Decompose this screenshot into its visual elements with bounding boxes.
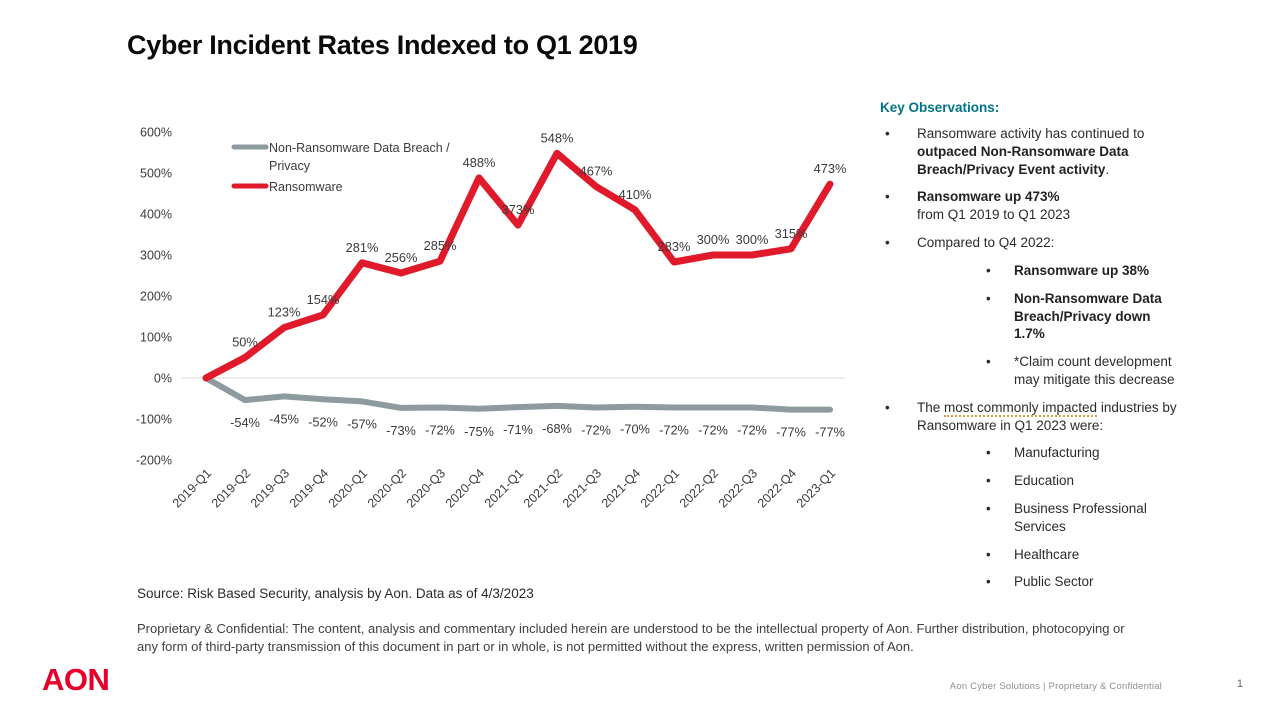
ransomware-data-label: 123%	[267, 304, 301, 320]
y-tick-label: 100%	[140, 330, 172, 345]
key-observations-panel	[880, 100, 1180, 591]
ransomware-data-label: 410%	[618, 186, 652, 202]
bullet-glyph: •	[986, 445, 991, 461]
source-note: Source: Risk Based Security, analysis by Aon. Data as of 4/3/2023	[137, 586, 534, 601]
non-ransomware-data-label: -72%	[659, 422, 689, 438]
bullet-glyph: •	[986, 262, 991, 278]
x-tick-label: 2021-Q4	[598, 466, 644, 511]
observation-text: Non-Ransomware Data Breach/Privacy down 1.7%	[1014, 290, 1162, 342]
ransomware-data-label: 548%	[540, 130, 574, 146]
non-ransomware-data-label: -72%	[425, 422, 455, 438]
observation-text: Public Sector	[1014, 574, 1094, 590]
non-ransomware-data-label: -54%	[230, 415, 260, 431]
observation-item	[880, 472, 1180, 490]
disclaimer-text: Proprietary & Confidential: The content, analysis and commentary included herein are understood to be the intellectual property of Aon. Further distribution, photocopying or any form of third-party transmission of this document in part or in whole, is not permitted without the express, written permission of Aon.	[137, 621, 1125, 655]
y-tick-label: 500%	[140, 166, 172, 181]
ransomware-data-label: 154%	[306, 291, 340, 307]
ransomware-data-label: 300%	[735, 232, 769, 247]
non-ransomware-data-label: -57%	[347, 416, 377, 432]
observation-text: Ransomware activity has continued to outpaced Non-Ransomware Data Breach/Privacy Event activity.	[917, 126, 1145, 177]
x-tick-label: 2022-Q3	[715, 466, 761, 511]
bullet-glyph: •	[986, 473, 991, 489]
y-tick-label: 300%	[140, 248, 172, 263]
x-tick-label: 2020-Q1	[325, 466, 371, 511]
bullet-glyph: •	[986, 546, 991, 562]
footer-classification: Aon Cyber Solutions | Proprietary & Confidential	[949, 681, 1162, 692]
observation-item	[880, 500, 1180, 536]
aon-logo: AON	[42, 662, 110, 697]
observation-item	[880, 262, 1180, 280]
bullet-glyph: •	[885, 126, 890, 141]
observation-text: *Claim count development may mitigate this decrease	[1014, 354, 1175, 387]
ransomware-data-label: 256%	[384, 250, 418, 266]
y-tick-label: 600%	[140, 125, 172, 140]
observation-item	[880, 353, 1180, 389]
x-tick-label: 2019-Q1	[169, 466, 215, 511]
x-tick-label: 2021-Q2	[520, 466, 566, 511]
non-ransomware-data-label: -68%	[542, 420, 572, 436]
observation-item	[880, 188, 1180, 224]
bullet-glyph: •	[986, 501, 991, 516]
observation-item	[880, 234, 1180, 252]
bullet-glyph: •	[986, 574, 991, 590]
ransomware-data-label: 281%	[345, 239, 379, 255]
ransomware-data-label: 285%	[423, 238, 457, 254]
non-ransomware-data-label: -72%	[698, 422, 728, 438]
ransomware-data-label: 283%	[657, 238, 691, 254]
legend-label: Ransomware	[269, 180, 343, 194]
observation-text: The most commonly impacted industries by Ransomware in Q1 2023 were:	[917, 399, 1177, 433]
ransomware-data-label: 315%	[774, 225, 808, 241]
observation-text: Ransomware up 38%	[1014, 262, 1150, 278]
non-ransomware-line	[206, 378, 830, 410]
x-tick-label: 2022-Q1	[637, 466, 683, 511]
ransomware-data-label: 373%	[501, 202, 535, 218]
x-tick-label: 2020-Q2	[364, 466, 410, 511]
x-tick-label: 2019-Q2	[208, 466, 254, 511]
y-tick-label: -200%	[135, 453, 172, 468]
bullet-glyph: •	[885, 399, 890, 415]
observation-text: Ransomware up 473% from Q1 2019 to Q1 2023	[917, 189, 1071, 223]
bullet-glyph: •	[986, 290, 991, 306]
x-tick-label: 2019-Q3	[247, 466, 293, 511]
ransomware-data-label: 473%	[813, 161, 847, 177]
non-ransomware-data-label: -52%	[308, 414, 338, 430]
non-ransomware-data-label: -72%	[581, 422, 611, 438]
non-ransomware-data-label: -72%	[737, 422, 767, 438]
non-ransomware-data-label: -75%	[464, 423, 494, 439]
cyber-incident-line-chart	[0, 95, 870, 535]
y-tick-label: -100%	[135, 412, 172, 427]
ransomware-data-label: 300%	[696, 232, 730, 247]
ransomware-data-label: 467%	[579, 163, 613, 179]
y-tick-label: 200%	[140, 289, 172, 304]
observation-text: Manufacturing	[1014, 445, 1100, 461]
non-ransomware-data-label: -71%	[503, 422, 533, 438]
x-tick-label: 2019-Q4	[286, 466, 332, 511]
observation-item	[880, 573, 1180, 591]
legend-label: Privacy	[269, 159, 310, 173]
observation-text: Business Professional Services	[1014, 501, 1147, 534]
observation-text: Education	[1014, 473, 1075, 489]
observation-item	[880, 290, 1180, 343]
x-tick-label: 2023-Q1	[793, 466, 839, 511]
legend-label: Non-Ransomware Data Breach /	[269, 141, 450, 155]
observation-text: Compared to Q4 2022:	[917, 235, 1055, 251]
x-tick-label: 2021-Q3	[559, 466, 605, 511]
x-tick-label: 2020-Q3	[403, 466, 449, 511]
observation-item	[880, 546, 1180, 564]
observation-item	[880, 125, 1180, 178]
bullet-glyph: •	[885, 235, 890, 251]
observation-item	[880, 444, 1180, 462]
bullet-glyph: •	[885, 189, 890, 205]
bullet-glyph: •	[986, 354, 991, 370]
key-observations-list	[880, 125, 1180, 591]
y-tick-label: 400%	[140, 207, 172, 222]
non-ransomware-data-label: -77%	[776, 424, 806, 440]
x-tick-label: 2020-Q4	[442, 466, 488, 511]
page-number: 1	[1236, 678, 1243, 690]
x-tick-label: 2022-Q2	[676, 466, 722, 511]
y-tick-label: 0%	[153, 371, 172, 386]
x-tick-label: 2022-Q4	[754, 466, 800, 511]
non-ransomware-data-label: -73%	[386, 422, 416, 438]
non-ransomware-data-label: -77%	[815, 424, 845, 440]
key-observations-heading: Key Observations:	[880, 100, 1000, 115]
non-ransomware-data-label: -70%	[620, 421, 650, 437]
observation-item	[880, 399, 1180, 435]
ransomware-data-label: 488%	[462, 154, 496, 170]
observation-text: Healthcare	[1014, 546, 1080, 562]
non-ransomware-data-label: -45%	[269, 411, 299, 427]
ransomware-data-label: 50%	[232, 334, 258, 350]
x-tick-label: 2021-Q1	[481, 466, 527, 511]
page-title: Cyber Incident Rates Indexed to Q1 2019	[127, 30, 638, 60]
